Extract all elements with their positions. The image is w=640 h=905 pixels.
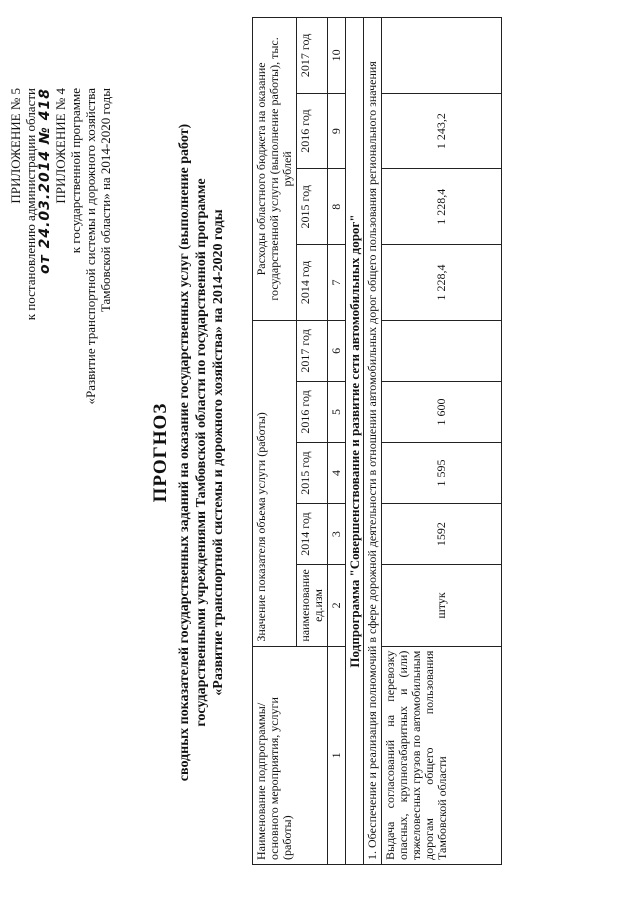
column-header-name: Наименование подпрограммы/ основного мероприятия, услуги (работы) xyxy=(253,646,328,864)
budget-2016-cell: 1 243,2 xyxy=(382,93,502,169)
task-row xyxy=(364,18,382,865)
column-header-year: 2015 год xyxy=(297,442,328,503)
column-number: 8 xyxy=(328,169,346,245)
column-number: 10 xyxy=(328,18,346,94)
budget-2017-cell xyxy=(382,18,502,94)
title-line: государственными учреждениями Тамбовской области по государственной программе xyxy=(194,178,209,727)
budget-2014-cell: 1 228,4 xyxy=(382,245,502,321)
column-header-year: 2016 год xyxy=(297,93,328,169)
column-header-year: 2017 год xyxy=(297,320,328,381)
budget-2015-cell: 1 228,4 xyxy=(382,169,502,245)
column-number: 4 xyxy=(328,442,346,503)
document-title: ПРОГНОЗ xyxy=(150,402,171,503)
task-title: 1. Обеспечение и реализация полномочий в сфере дорожной деятельности в отношении автомобильных дорог общего пользования регионального значения xyxy=(364,18,382,865)
forecast-table xyxy=(252,17,502,865)
column-header-unit: наименование ед.изм xyxy=(297,565,328,647)
volume-2017-cell xyxy=(382,320,502,381)
column-header-year: 2014 год xyxy=(297,245,328,321)
volume-2014-cell: 1592 xyxy=(382,504,502,565)
program-reference-line: Тамбовской области» на 2014-2020 годы xyxy=(98,88,113,313)
column-header-year: 2016 год xyxy=(297,381,328,442)
title-line: «Развитие транспортной системы и дорожного хозяйства» на 2014-2020 годы xyxy=(211,209,226,696)
column-number: 9 xyxy=(328,93,346,169)
column-number: 2 xyxy=(328,565,346,647)
column-header-volume: Значение показателя объема услуги (работы) xyxy=(253,320,297,646)
column-number: 6 xyxy=(328,320,346,381)
column-number-row xyxy=(328,18,346,865)
appendix-4-label: ПРИЛОЖЕНИЕ № 4 xyxy=(53,88,68,204)
document-title-block xyxy=(150,30,227,875)
handwritten-date-number: от 24.03.2014 № 418 xyxy=(37,88,53,274)
subprogram-title: Подпрограмма "Совершенствование и развитие сети автомобильных дорог" xyxy=(346,18,364,865)
appendix-5-label: ПРИЛОЖЕНИЕ № 5 xyxy=(8,88,23,204)
column-header-year: 2015 год xyxy=(297,169,328,245)
column-number: 1 xyxy=(328,646,346,864)
column-header-year: 2017 год xyxy=(297,18,328,94)
volume-2015-cell: 1 595 xyxy=(382,442,502,503)
column-number: 3 xyxy=(328,504,346,565)
table-row xyxy=(382,18,502,865)
program-reference-line: к государственной программе xyxy=(68,88,83,254)
unit-cell: штук xyxy=(382,565,502,647)
table-header-row xyxy=(253,18,297,865)
title-line: сводных показателей государственных заданий на оказание государственных услуг (выполнение работ) xyxy=(177,123,192,782)
program-reference-line: «Развитие транспортной системы и дорожного хозяйства xyxy=(83,88,98,405)
column-header-budget: Расходы областного бюджета на оказание государственной услуги (выполнение работы), тыс. рублей xyxy=(253,18,297,321)
column-header-year: 2014 год xyxy=(297,504,328,565)
column-number: 7 xyxy=(328,245,346,321)
volume-2016-cell: 1 600 xyxy=(382,381,502,442)
service-name-cell: Выдача согласований на перевозку опасных, крупногабаритных и (или) тяжеловесных грузов по автомобильным дорогам общего пользования Тамбовской области xyxy=(382,646,502,864)
column-number: 5 xyxy=(328,381,346,442)
appendix-header xyxy=(8,88,113,508)
subprogram-row xyxy=(346,18,364,865)
resolution-label: к постановлению администрации области xyxy=(23,88,38,321)
